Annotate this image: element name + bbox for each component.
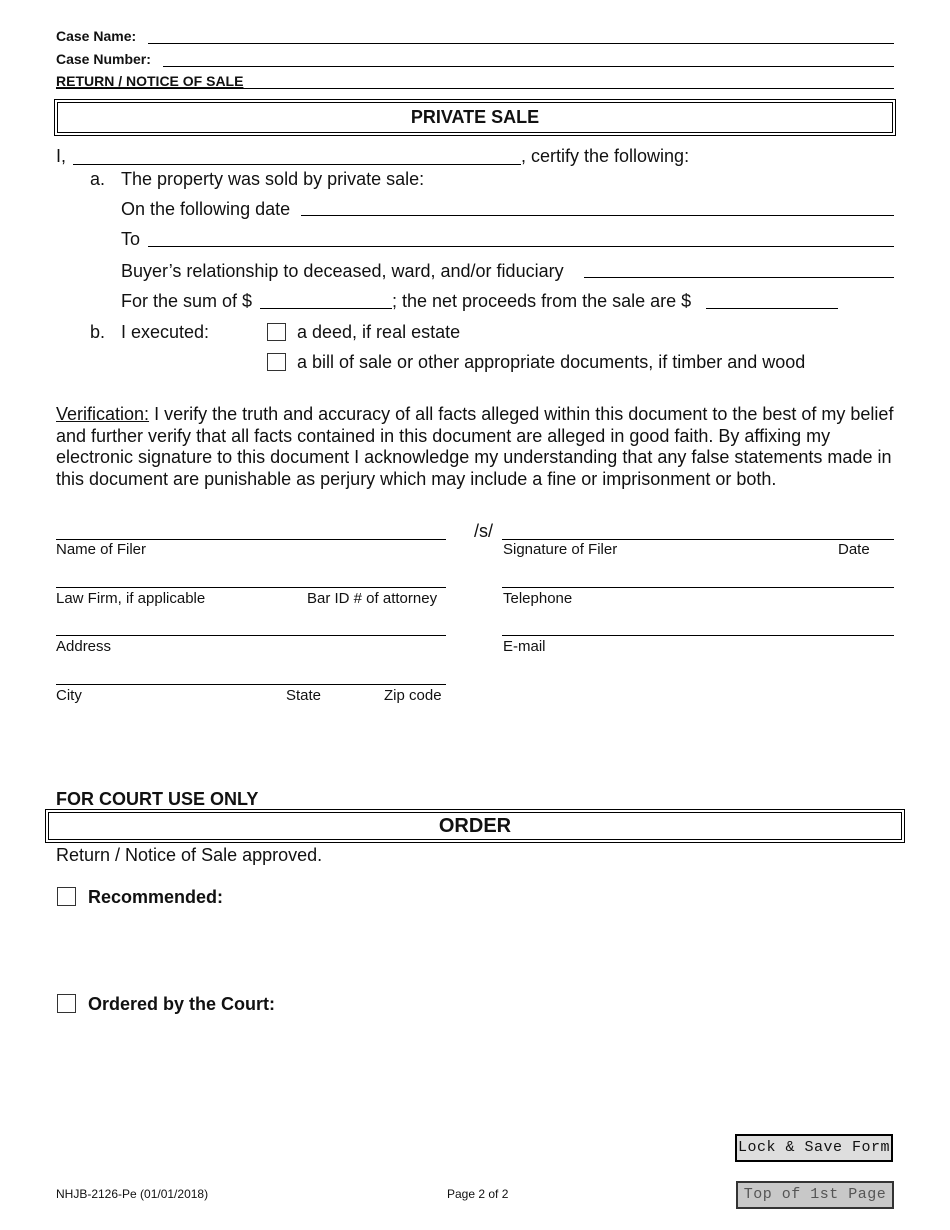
telephone-field[interactable] <box>502 587 894 588</box>
city-label: City <box>56 687 82 704</box>
sale-date-field[interactable] <box>301 215 894 216</box>
verification-label: Verification: <box>56 404 150 424</box>
buyer-relationship-field[interactable] <box>584 277 894 278</box>
case-number-field[interactable] <box>163 66 894 67</box>
case-name-field[interactable] <box>148 43 894 44</box>
signature-of-filer-label: Signature of Filer <box>503 541 618 558</box>
buyer-to-label: To <box>121 229 141 249</box>
bill-of-sale-checkbox[interactable] <box>267 353 286 371</box>
sale-sum-field[interactable] <box>260 308 392 309</box>
item-a-marker: a. <box>90 169 106 189</box>
address-label: Address <box>56 638 112 655</box>
court-use-only-heading: FOR COURT USE ONLY <box>56 789 259 809</box>
order-approved-text: Return / Notice of Sale approved. <box>56 845 323 865</box>
ordered-by-court-checkbox[interactable] <box>57 994 76 1013</box>
sale-sum-label: For the sum of $ <box>121 291 253 311</box>
buyer-to-field[interactable] <box>148 246 894 247</box>
telephone-label: Telephone <box>503 590 573 607</box>
item-b-marker: b. <box>90 322 106 342</box>
sale-date-label: On the following date <box>121 199 291 219</box>
net-proceeds-label: ; the net proceeds from the sale are $ <box>392 291 692 311</box>
address-field[interactable] <box>56 635 446 636</box>
deed-checkbox[interactable] <box>267 323 286 341</box>
zip-label: Zip code <box>384 687 442 704</box>
verification-text: I verify the truth and accuracy of all facts alleged within this document to the best of my belief and further verify that all facts contained in this document are alleged in good faith. By affixing my electronic signature to this document I acknowledge my understanding that any false statements made in this document are punishable as perjury which may include a fine or imprisonment or both. <box>56 404 894 489</box>
lock-save-form-button[interactable]: Lock & Save Form <box>735 1134 893 1162</box>
ordered-by-court-label: Ordered by the Court: <box>88 994 276 1014</box>
buyer-relationship-label: Buyer’s relationship to deceased, ward, and/or fiduciary <box>121 261 564 281</box>
certify-suffix: , certify the following: <box>521 146 690 166</box>
form-id: NHJB-2126-Pe (01/01/2018) <box>56 1187 209 1201</box>
email-label: E-mail <box>503 638 546 655</box>
certify-prefix: I, <box>56 146 67 166</box>
case-number-label: Case Number: <box>56 51 151 67</box>
law-firm-label: Law Firm, if applicable <box>56 590 206 607</box>
order-box <box>48 812 902 840</box>
date-label: Date <box>838 541 870 558</box>
s-mark: /s/ <box>474 521 494 541</box>
section-title: PRIVATE SALE <box>410 107 540 127</box>
page-number: Page 2 of 2 <box>447 1187 509 1201</box>
recommended-checkbox[interactable] <box>57 887 76 906</box>
bar-id-label: Bar ID # of attorney <box>307 590 438 607</box>
filer-signature-field[interactable] <box>502 539 894 540</box>
bill-of-sale-option-label: a bill of sale or other appropriate documents, if timber and wood <box>297 352 806 372</box>
item-b-text: I executed: <box>121 322 210 342</box>
order-title: ORDER <box>438 815 512 837</box>
filer-name-field[interactable] <box>56 539 446 540</box>
private-sale-box <box>57 102 893 133</box>
state-label: State <box>286 687 322 704</box>
deed-option-label: a deed, if real estate <box>297 322 461 342</box>
certifier-name-field[interactable] <box>73 164 521 165</box>
verification-paragraph <box>56 404 896 490</box>
email-field[interactable] <box>502 635 894 636</box>
top-of-first-page-button[interactable]: Top of 1st Page <box>736 1181 894 1209</box>
case-name-label: Case Name: <box>56 28 137 44</box>
header-divider <box>56 88 894 89</box>
name-of-filer-label: Name of Filer <box>56 541 147 558</box>
form-title: RETURN / NOTICE OF SALE <box>56 73 244 89</box>
city-state-zip-field[interactable] <box>56 684 446 685</box>
law-firm-field[interactable] <box>56 587 446 588</box>
item-a-text: The property was sold by private sale: <box>121 169 425 189</box>
net-proceeds-field[interactable] <box>706 308 838 309</box>
recommended-label: Recommended: <box>88 887 224 907</box>
